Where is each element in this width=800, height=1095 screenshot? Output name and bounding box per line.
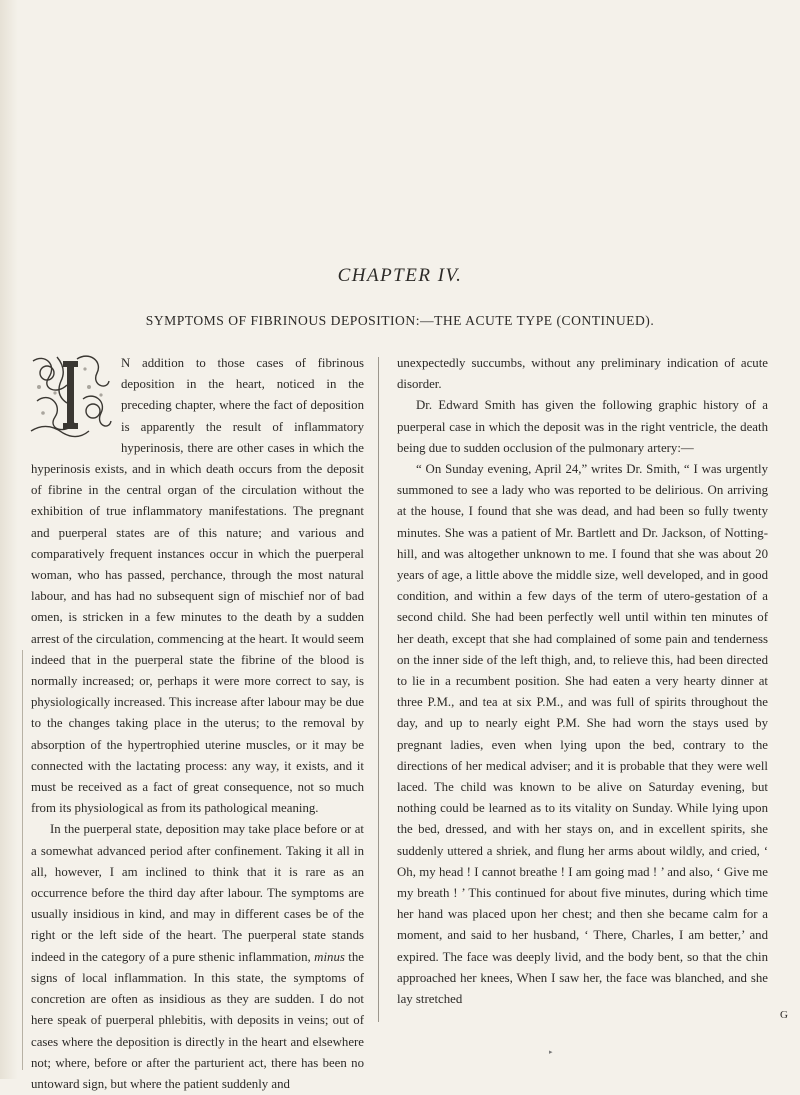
opening-paragraph [31, 353, 364, 819]
paragraph-case-quote: “ On Sunday evening, April 24,” writes Dr. Smith, “ I was urgently summoned to see a lady who was reported to be delirious. On arriving at the house, I found that she was dead, and had been so fully twenty minutes. She was a patient of Mr. Bartlett and Dr. Jackson, of Notting-hill, and was altogether unknown to me. I found that she was about 20 years of age, a little above the middle size, well developed, and in good condition, and within a few days of the term of utero-gestation of a second child. She had been perfectly well until within ten minutes of her death, except that she had complained of some pain and tenderness on the inner side of the left thigh, and, to relieve this, had been directed to lie in a recumbent position. She had eaten a very hearty dinner at three P.M., and tea at six P.M., and was full of spirits throughout the day, and up to nearly eight P.M. She had worn the stays used by pregnant ladies, even when lying upon the bed, contrary to the directions of her medical adviser; and it is probable that they were well laced. The child was known to be alive on Saturday evening, but nothing could be learned as to its vitality on Sunday. While lying upon the bed, dressed, and with her stays on, and in excellent spirits, she suddenly uttered a shriek, and flung her arms about wildly, and cried, ‘ Oh, my head ! I cannot breathe ! I am going mad ! ’ and also, ‘ Give me my breath ! ’ This continued for about five minutes, during which time her hand was placed upon her chest; and then she became calm for a moment, and said to her husband, ‘ There, Charles, I am better,’ and expired. The face was deeply livid, and the body bent, so that the chin approached her knees, When I saw her, the face was blanched, and she lay stretched [397, 462, 768, 1007]
paragraph-text-b: the signs of local inflammation. In this state, the symptoms of concretion are often as insidious as they are sudden. I do not here speak of puerperal phlebitis, with deposits in veins; out of cases where the deposition is directly in the heart and elsewhere not; where, before or after the parturient act, there has been no untoward sign, but where the patient suddenly and [31, 949, 364, 1091]
continuation-paragraph: unexpectedly succumbs, without any preliminary indication of acute disorder. [397, 356, 768, 392]
column-divider [378, 357, 379, 1022]
chapter-subtitle: SYMPTOMS OF FIBRINOUS DEPOSITION:—THE ACUTE TYPE (CONTINUED). [145, 313, 655, 328]
opening-paragraph-text: N addition to those cases of fibrinous deposition in the heart, noticed in the preceding chapter, where the fact of deposition is apparently the result of inflammatory hyperinosis, there are other cases in which the hyperinosis exists, and in which death occurs from the deposit of fibrine in the central organ of the circulation without the exhibition of true inflammatory manifestations. The pregnant and puerperal states are of this nature; and various and comparatively frequent instances occur in which the puerperal woman, who has passed, perchance, through the most natural labour, and has had no subsequent sign of mischief nor of bad omen, is stricken in a few minutes to the death by a sudden arrest of the circulation, commencing at the heart. It would seem indeed that in the puerperal state the fibrine of the blood is normally increased; or, perhaps it were more correct to say, is physiologically increased. This increase after labour may be due to the changes taking place in the uterus; to the removal by absorption of the hypertrophied uterine muscles, or it may be connected with the lactating process: any way, it exists, and it must be received as a fact of great consequence, not so much from its physiological as from its pathological meaning. [31, 356, 364, 816]
right-text-column [397, 353, 768, 1010]
paragraph-text-a: In the puerperal state, deposition may take place before or at a somewhat advanced period after confinement. Taking it all in all, however, I am inclined to think that it is rare as an occurrence before the third day after labour. The symptoms are usually insidious in kind, and may in different cases be of the right or the left side of the heart. The puerperal state stands indeed in the category of a pure sthenic inflammation, [31, 822, 364, 964]
binding-shadow-line [22, 650, 23, 1070]
italic-term: minus [314, 949, 345, 964]
ink-speck: ▸ [549, 1048, 553, 1056]
left-text-column [31, 353, 364, 1095]
chapter-title: CHAPTER IV. [337, 265, 463, 286]
decorated-initial-i-icon [27, 351, 113, 439]
paragraph-dr-smith-intro: Dr. Edward Smith has given the following graphic history of a puerperal case in which the deposit was in the right ventricle, the death being due to sudden occlusion of the pulmonary artery:— [397, 398, 768, 455]
signature-mark: G [780, 1009, 788, 1021]
page-binding-edge [0, 0, 18, 1079]
paragraph-puerperal-state [31, 819, 364, 1095]
